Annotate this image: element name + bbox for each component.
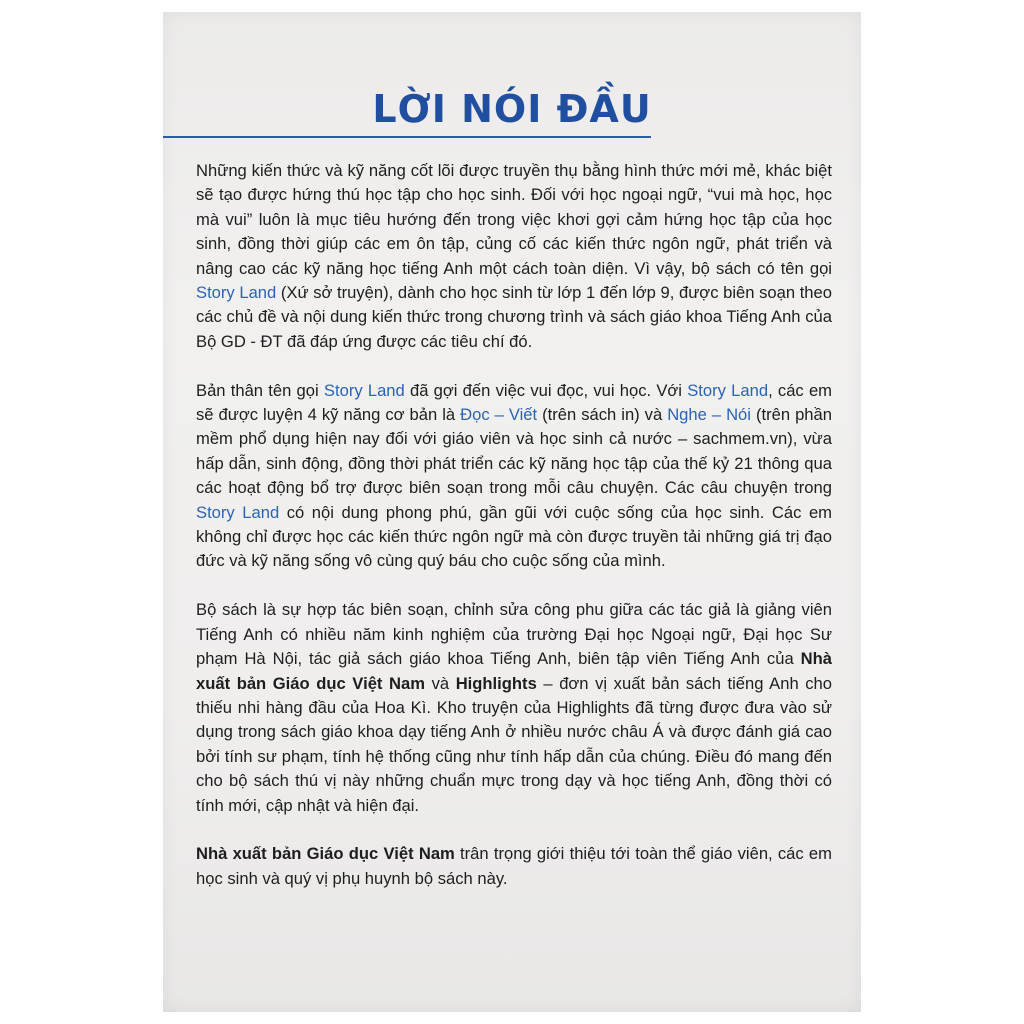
page-title: LỜI NÓI ĐẦU [372, 87, 652, 131]
story-land-highlight: Story Land [687, 380, 769, 400]
text-span: có nội dung phong phú, gần gũi với cuộc sống của học sinh. Các em không chỉ được học các kiến thức ngôn ngữ mà còn được truyền tải những giá trị đạo đức và kỹ năng sống vô cùng quý báu cho cuộc sống của mình. [196, 502, 832, 571]
story-land-highlight: Story Land [196, 502, 280, 522]
book-page [163, 12, 861, 1012]
publisher-name-bold: Nhà xuất bản Giáo dục Việt Nam [196, 649, 832, 693]
text-span: và [425, 673, 456, 693]
paragraph-2 [196, 379, 832, 574]
text-span: Bản thân tên gọi [196, 380, 324, 400]
paragraph-3 [196, 598, 832, 818]
read-write-highlight: Đọc – Viết [460, 405, 538, 425]
story-land-highlight: Story Land [323, 380, 405, 400]
text-span: (trên sách in) và [537, 405, 668, 425]
text-span: Những kiến thức và kỹ năng cốt lõi được truyền thụ bằng hình thức mới mẻ, khác biệt sẽ tạo được hứng thú học tập cho học sinh. Đối với học ngoại ngữ, “vui mà học, học mà vui” luôn là mục tiêu hướng đến trong việc khơi gợi cảm hứng học tập của học sinh, đồng thời giúp các em ôn tập, củng cố các kiến thức ngôn ngữ, phát triển và nâng cao các kỹ năng học tiếng Anh một cách toàn diện. Vì vậy, bộ sách có tên gọi [196, 161, 832, 278]
text-span: đã gợi đến việc vui đọc, vui học. Với [404, 380, 688, 400]
paragraph-4 [196, 842, 832, 891]
text-span: – đơn vị xuất bản sách tiếng Anh cho thiếu nhi hàng đầu của Hoa Kì. Kho truyện của Highlights đã từng được đưa vào sử dụng trong sách giáo khoa dạy tiếng Anh ở nhiều nước châu Á và được đánh giá cao bởi tính sư phạm, tính hệ thống cũng như tính hấp dẫn của chúng. Điều đó mang đến cho bộ sách thú vị này những chuẩn mực trong dạy và học tiếng Anh, đồng thời có tính mới, cập nhật và hiện đại. [196, 673, 833, 815]
paragraph-1 [196, 159, 832, 354]
title-underline [163, 136, 651, 138]
highlights-name-bold: Highlights [455, 673, 537, 693]
publisher-name-bold: Nhà xuất bản Giáo dục Việt Nam [196, 844, 455, 864]
text-span: (Xứ sở truyện), dành cho học sinh từ lớp 1 đến lớp 9, được biên soạn theo các chủ đề và nội dung kiến thức trong chương trình và sách giáo khoa Tiếng Anh của Bộ GD - ĐT đã đáp ứng được các tiêu chí đó. [196, 283, 832, 351]
text-span: , các em sẽ được luyện 4 kỹ năng cơ bản là [196, 380, 832, 425]
listen-speak-highlight: Nghe – Nói [667, 405, 751, 425]
text-span: (trên phần mềm phổ dụng hiện nay đối với giáo viên và học sinh cả nước – sachmem.vn), vừa hấp dẫn, sinh động, đồng thời phát triển các kỹ năng học tập của thế kỷ 21 thông qua các hoạt động bổ trợ được biên soạn trong mỗi câu chuyện. Các câu chuyện trong [196, 405, 832, 498]
paragraph-gap [196, 574, 832, 598]
text-span: trân trọng giới thiệu tới toàn thể giáo viên, các em học sinh và quý vị phụ huynh bộ sách này. [196, 844, 832, 888]
preface-body [196, 159, 832, 891]
text-span: Bộ sách là sự hợp tác biên soạn, chỉnh sửa công phu giữa các tác giả là giảng viên Tiếng Anh có nhiều năm kinh nghiệm của trường Đại học Ngoại ngữ, Đại học Sư phạm Hà Nội, tác giả sách giáo khoa Tiếng Anh, biên tập viên Tiếng Anh của [196, 600, 832, 669]
paragraph-gap [196, 354, 832, 378]
story-land-highlight: Story Land [196, 283, 277, 303]
paragraph-gap [196, 818, 832, 842]
